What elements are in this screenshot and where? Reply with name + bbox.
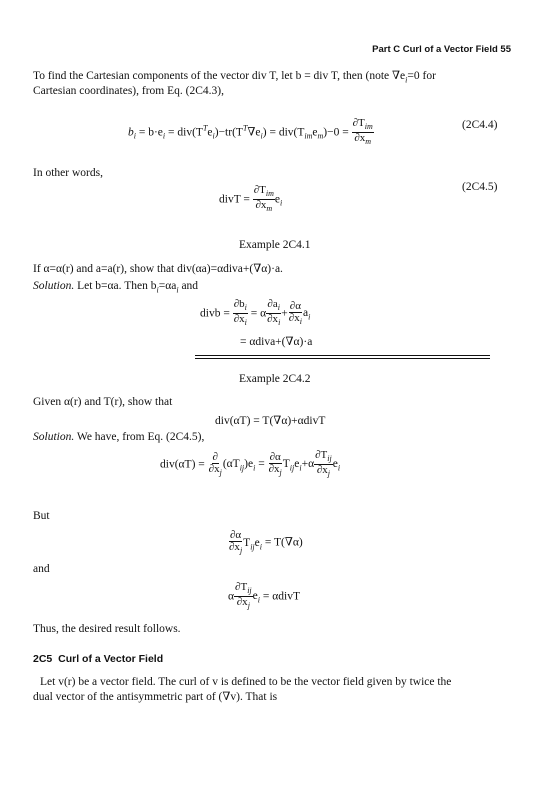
- text-but: But: [33, 510, 50, 522]
- paragraph-line: dual vector of the antisymmetric part of (∇v). That is: [33, 691, 278, 703]
- equation-number: (2C4.5): [462, 181, 498, 193]
- divider: [195, 355, 490, 356]
- page-header: Part C Curl of a Vector Field 55: [372, 44, 511, 55]
- divider: [195, 358, 490, 359]
- example-statement: If α=α(r) and a=a(r), show that div(αa)=αdiva+(∇α)·a.: [33, 263, 283, 275]
- paragraph-line: In other words,: [33, 167, 103, 179]
- paragraph-line: Let v(r) be a vector field. The curl of v is defined to be the vector field given by twice the: [40, 676, 452, 688]
- equation-alpha-divt: α $\frac{\partial T_{ij}}{\partial x_j}$ $e_i$ = αdivT: [228, 581, 300, 611]
- example-claim: div(αT) = T(∇α)+αdivT: [215, 415, 326, 427]
- section-heading: 2C5 Curl of a Vector Field: [33, 653, 164, 665]
- example-statement: Given α(r) and T(r), show that: [33, 396, 173, 408]
- example-title: Example 2C4.1: [239, 239, 311, 251]
- paragraph-line: Cartesian coordinates), from Eq. (2C4.3),: [33, 85, 224, 97]
- example-title: Example 2C4.2: [239, 373, 311, 385]
- text-and: and: [33, 563, 50, 575]
- example-solution: Solution. Let b=αa. Then $b_i=\alpha a_i$ and: [33, 280, 199, 295]
- equation-2c4-5: divT = $\frac{\partial T_{im}}{\partial x_m}$ $e_i$: [219, 184, 283, 214]
- equation-divb: divb = $\frac{\partial b_i}{\partial x_i}$ = α $\frac{\partial a_i}{\partial x_i}$ + $\frac{\partial\alpha}{\partial x_i}$ $a_i$: [200, 298, 311, 328]
- equation-divb-result: = αdiva+(∇α)·a: [240, 336, 313, 348]
- equation-div-alpha-t: div(αT) = $\frac{\partial}{\partial x_j}$ $(\alpha T_{ij})e_i$ = $\frac{\partial\alpha}{\partial x_j}$ $T_{ij}e_i+\alpha$ $\frac{\partial T_{ij}}{\partial x_j}$ $e_i$: [160, 449, 341, 479]
- equation-grad-alpha: $\frac{\partial\alpha}{\partial x_j}$ $T_{ij}e_i = T(\nabla\alpha)$: [229, 529, 303, 556]
- paragraph-line: To find the Cartesian components of the vector div T, let b = div T, then (note $\nabla e_i=0$ for: [33, 70, 436, 85]
- conclusion: Thus, the desired result follows.: [33, 623, 181, 635]
- equation-2c4-4: $b_i = b\cdot e_i = div(T^Te_i)-tr(T^T\nabla e_i) = div(T_{im}e_m)-0$ = $\frac{\partial T_{im}}{\partial x_m}$: [128, 117, 373, 147]
- equation-number: (2C4.4): [462, 119, 498, 131]
- example-solution: Solution. We have, from Eq. (2C4.5),: [33, 431, 205, 443]
